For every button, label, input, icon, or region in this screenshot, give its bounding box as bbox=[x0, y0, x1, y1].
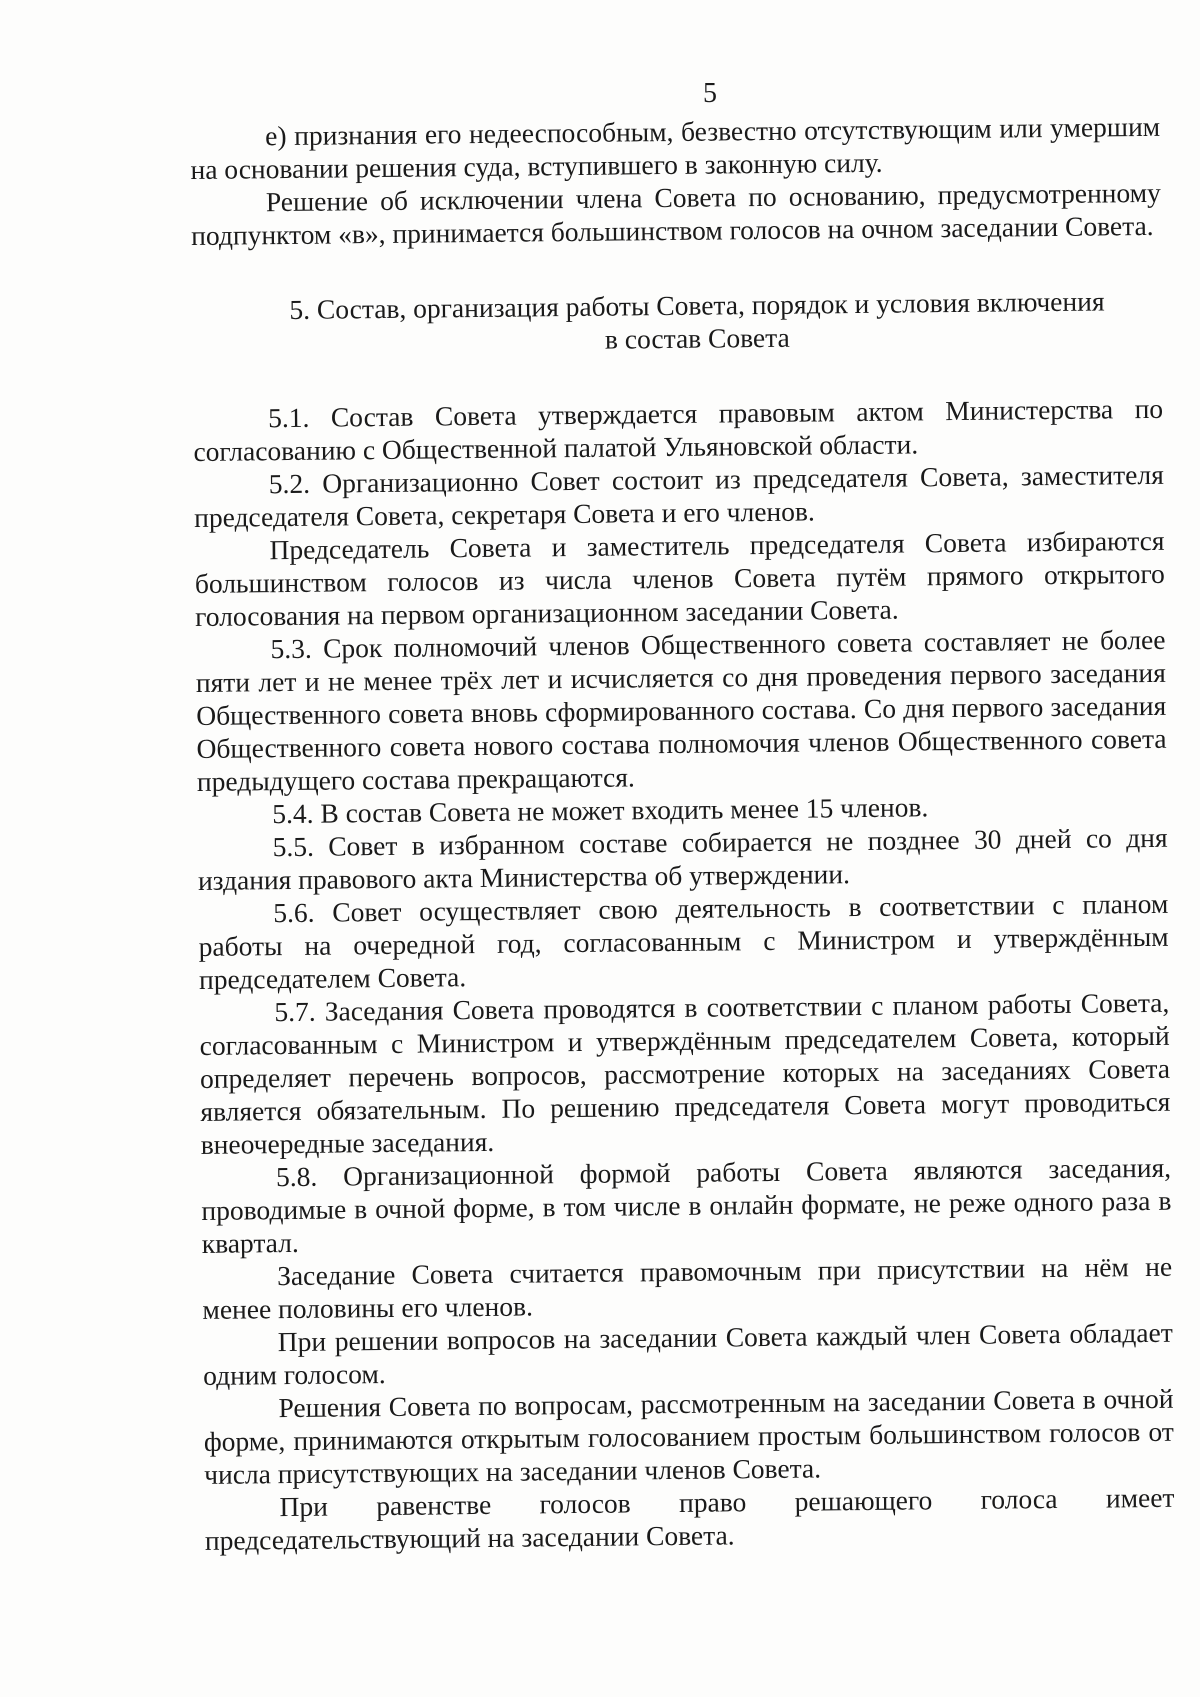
paragraph-5-8: 5.8. Организационной формой работы Совета являются заседания, проводимые в очной форме, в том числе в онлайн формате, не реже одного раза в квартал. bbox=[201, 1151, 1172, 1259]
paragraph-voting-majority: Решения Совета по вопросам, рассмотренным на заседании Совета в очной форме, принимаются открытым голосованием простым большинством голосов от числа присутствующих на заседании членов Совета. bbox=[203, 1382, 1174, 1490]
section-heading-line-1: 5. Состав, организация работы Совета, порядок и условия включения bbox=[289, 285, 1105, 325]
paragraph-one-vote: При решении вопросов на заседании Совета каждый член Совета обладает одним голосом. bbox=[202, 1316, 1173, 1391]
page-number: 5 bbox=[703, 78, 717, 109]
paragraph-5-6: 5.6. Совет осуществляет свою деятельность в соответствии с планом работы на очередной год, согласованным с Министром и утверждённым председателем Совета. bbox=[198, 887, 1169, 995]
paragraph-5-4: 5.4. В состав Совета не может входить менее 15 членов. bbox=[272, 791, 929, 830]
paragraph-tie-vote: При равенстве голосов право решающего голоса имеет председательствующий на заседании Совета. bbox=[204, 1481, 1175, 1556]
paragraph-5-5: 5.5. Совет в избранном составе собирается не позднее 30 дней со дня издания правового акта Министерства об утверждении. bbox=[197, 821, 1168, 896]
document-body bbox=[190, 110, 1175, 1557]
paragraph-item-e: е) признания его недееспособным, безвестно отсутствующим или умершим на основании решения суда, вступившего в законную силу. bbox=[190, 110, 1161, 185]
paragraph-exclusion-decision: Решение об исключении члена Совета по основанию, предусмотренному подпунктом «в», принимается большинством голосов на очном заседании Совета. bbox=[191, 176, 1161, 251]
section-heading bbox=[192, 284, 1163, 360]
paragraph-chair-election: Председатель Совета и заместитель председателя Совета избираются большинством голосов из числа членов Совета путём прямого открытого голосования на первом организационном заседании Совета. bbox=[194, 524, 1165, 632]
paragraph-5-2: 5.2. Организационно Совет состоит из председателя Совета, заместителя председателя Совета, секретаря Совета и его членов. bbox=[194, 458, 1164, 533]
section-heading-line-2: в состав Совета bbox=[604, 321, 790, 355]
paragraph-5-7: 5.7. Заседания Совета проводятся в соответствии с планом работы Совета, согласованным с Министром и утверждённым председателем Совета, который определяет перечень вопросов, рассмотрение которых на заседаниях Совета является обязательным. По решению председателя Совета могут проводиться внеочередные заседания. bbox=[199, 986, 1171, 1160]
paragraph-quorum: Заседание Совета считается правомочным при присутствии на нём не менее половины его членов. bbox=[202, 1250, 1173, 1325]
paragraph-5-1: 5.1. Состав Совета утверждается правовым актом Министерства по согласованию с Общественной палатой Ульяновской области. bbox=[193, 392, 1164, 467]
paragraph-5-3: 5.3. Срок полномочий членов Общественного совета составляет не более пяти лет и не менее трёх лет и исчисляется со дня проведения первого заседания Общественного совета вновь сформированного состава. Со дня первого заседания Общественного совета нового состава полномочия членов Общественного совета предыдущего состава прекращаются. bbox=[195, 623, 1167, 797]
